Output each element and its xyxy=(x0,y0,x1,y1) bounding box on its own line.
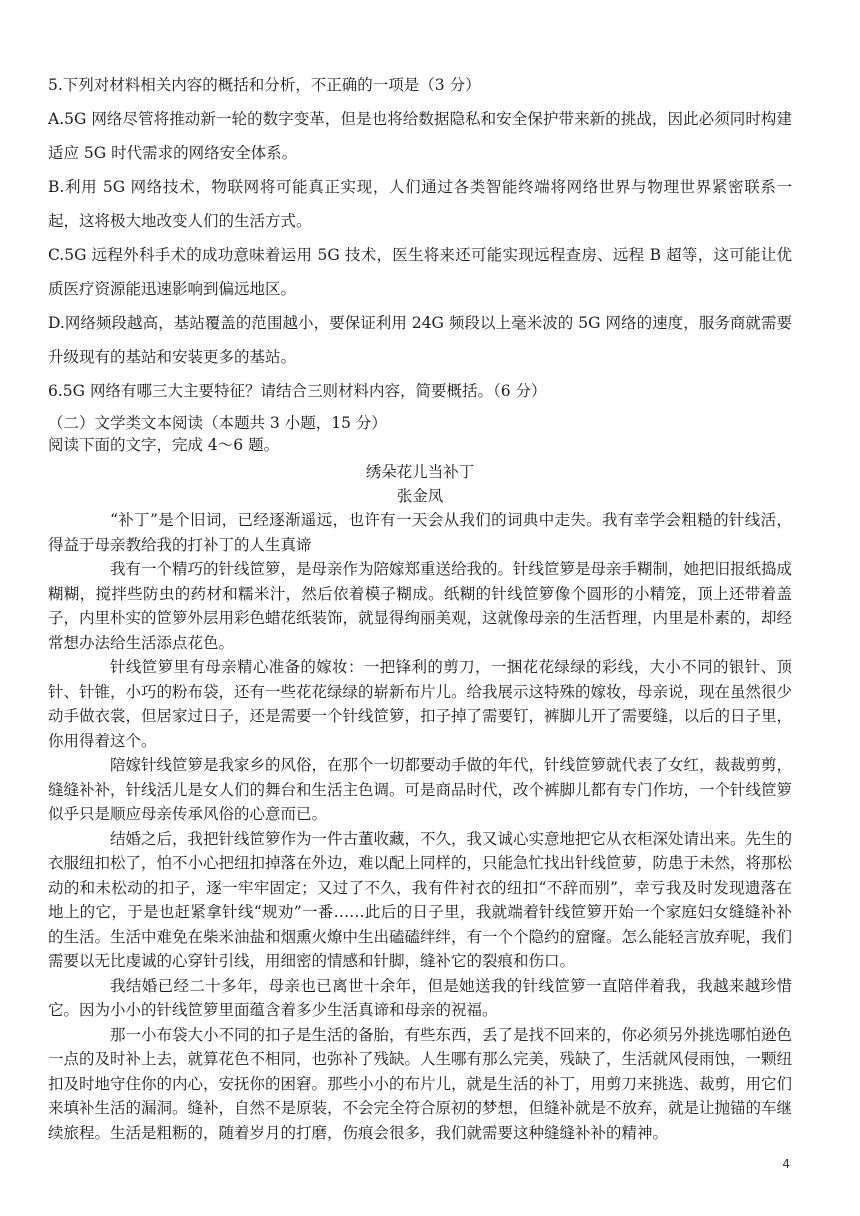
literary-reading-section xyxy=(48,412,792,1145)
question-6: 6.5G 网络有哪三大主要特征？请结合三则材料内容，简要概括。（6 分） xyxy=(48,382,547,400)
section-heading: （二）文学类文本阅读（本题共 3 小题，15 分） xyxy=(48,414,387,432)
question-5-option-d: D.网络频段越高，基站覆盖的范围越小，要保证利用 24G 频段以上毫米波的 5G 网络的速度，服务商就需要升级现有的基站和安装更多的基站。 xyxy=(48,314,792,366)
article-paragraph: “补丁”是个旧词，已经逐渐遥远，也许有一天会从我们的词典中走失。我有幸学会粗糙的针线活，得益于母亲教给我的打补丁的人生真谛 xyxy=(48,511,792,554)
article-title: 绣朵花儿当补丁 xyxy=(365,463,475,481)
question-5-option-c: C.5G 远程外科手术的成功意味着运用 5G 技术，医生将来还可能实现远程查房、远程 B 超等，这可能让优质医疗资源能迅速影响到偏远地区。 xyxy=(48,246,792,298)
article-paragraph: 针线笸箩里有母亲精心准备的嫁妆：一把锋利的剪刀，一捆花花绿绿的彩线，大小不同的银针、顶针、针锥，小巧的粉布袋，还有一些花花绿绿的崭新布片儿。给我展示这特殊的嫁妆，母亲说，现在虽然很少动手做衣裳，但居家过日子，还是需要一个针线笸箩，扣子掉了需要钉，裤脚儿开了需要缝，以后的日子里，你用得着这个。 xyxy=(48,658,793,750)
article-paragraph: 那一小布袋大小不同的扣子是生活的备胎，有些东西，丢了是找不回来的，你必须另外挑选哪怕逊色一点的及时补上去，就算花色不相同，也弥补了残缺。人生哪有那么完美，残缺了，生活就风侵雨蚀，一颗纽扣及时地守住你的内心，安抚你的困窘。那些小小的布片儿，就是生活的补丁，用剪刀来挑选、裁剪，用它们来填补生活的漏洞。缝补，自然不是原装，不会完全符合原初的梦想，但缝补就是不放弃，就是让抛锚的车继续旅程。生活是粗粝的，随着岁月的打磨，伤痕会很多，我们就需要这种缝缝补补的精神。 xyxy=(48,1025,793,1142)
page-number: 4 xyxy=(782,1157,790,1171)
article-paragraph: 我有一个精巧的针线笸箩，是母亲作为陪嫁郑重送给我的。针线笸箩是母亲手糊制，她把旧报纸捣成糊糊，搅拌些防虫的药材和糯米汁，然后依着模子糊成。纸糊的针线笸箩像个圆形的小精笼，顶上还带着盖子，内里朴实的笸箩外层用彩色蜡花纸装饰，就显得绚丽美观，这就像母亲的生活哲理，内里是朴素的，却经常想办法给生活添点花色。 xyxy=(48,560,793,652)
article-paragraph: 陪嫁针线笸箩是我家乡的风俗，在那个一切都要动手做的年代，针线笸箩就代表了女红，裁裁剪剪，缝缝补补，针线活儿是女人们的舞台和生活主色调。可是商品时代，改个裤脚儿都有专门作坊，一个针线笸箩似乎只是顺应母亲传承风俗的心意而已。 xyxy=(48,756,793,823)
question-5-option-b: B.利用 5G 网络技术，物联网将可能真正实现，人们通过各类智能终端将网络世界与物理世界紧密联系一起，这将极大地改变人们的生活方式。 xyxy=(48,178,792,230)
questions-section xyxy=(48,0,792,408)
article-paragraph: 结婚之后，我把针线笸箩作为一件古董收藏，不久，我又诚心实意地把它从衣柜深处请出来。先生的衣服纽扣松了，怕不小心把纽扣掉落在外边，难以配上同样的，只能急忙找出针线笸萝，防患于未然，将那松动的和未松动的扣子，逐一牢牢固定；又过了不久，我有件衬衣的纽扣“不辞而别”，幸亏我及时发现遗落在地上的它，于是也赶紧拿针线“规劝”一番……此后的日子里，我就端着针线笸箩开始一个家庭妇女缝缝补补的生活。生活中难免在柴米油盐和烟熏火燎中生出磕磕绊绊，有一个个隐约的窟窿。怎么能轻言放弃呢，我们需要以无比虔诚的心穿针引线，用细密的情感和针脚，缝补它的裂痕和伤口。 xyxy=(48,829,793,970)
section-instruction: 阅读下面的文字，完成 4～6 题。 xyxy=(48,436,280,454)
article-body xyxy=(48,508,792,1145)
question-5-option-a: A.5G 网络尽管将推动新一轮的数字变革，但是也将给数据隐私和安全保护带来新的挑战，因此必须同时构建适应 5G 时代需求的网络安全体系。 xyxy=(48,110,792,162)
page-content xyxy=(48,0,792,1145)
question-5-stem: 5.下列对材料相关内容的概括和分析，不正确的一项是（3 分） xyxy=(48,76,481,94)
article-paragraph: 我结婚已经二十多年，母亲也已离世十余年，但是她送我的针线笸箩一直陪伴着我，我越来越珍惜它。因为小小的针线笸箩里面蕴含着多少生活真谛和母亲的祝福。 xyxy=(48,976,792,1019)
article-author: 张金凤 xyxy=(396,487,444,505)
